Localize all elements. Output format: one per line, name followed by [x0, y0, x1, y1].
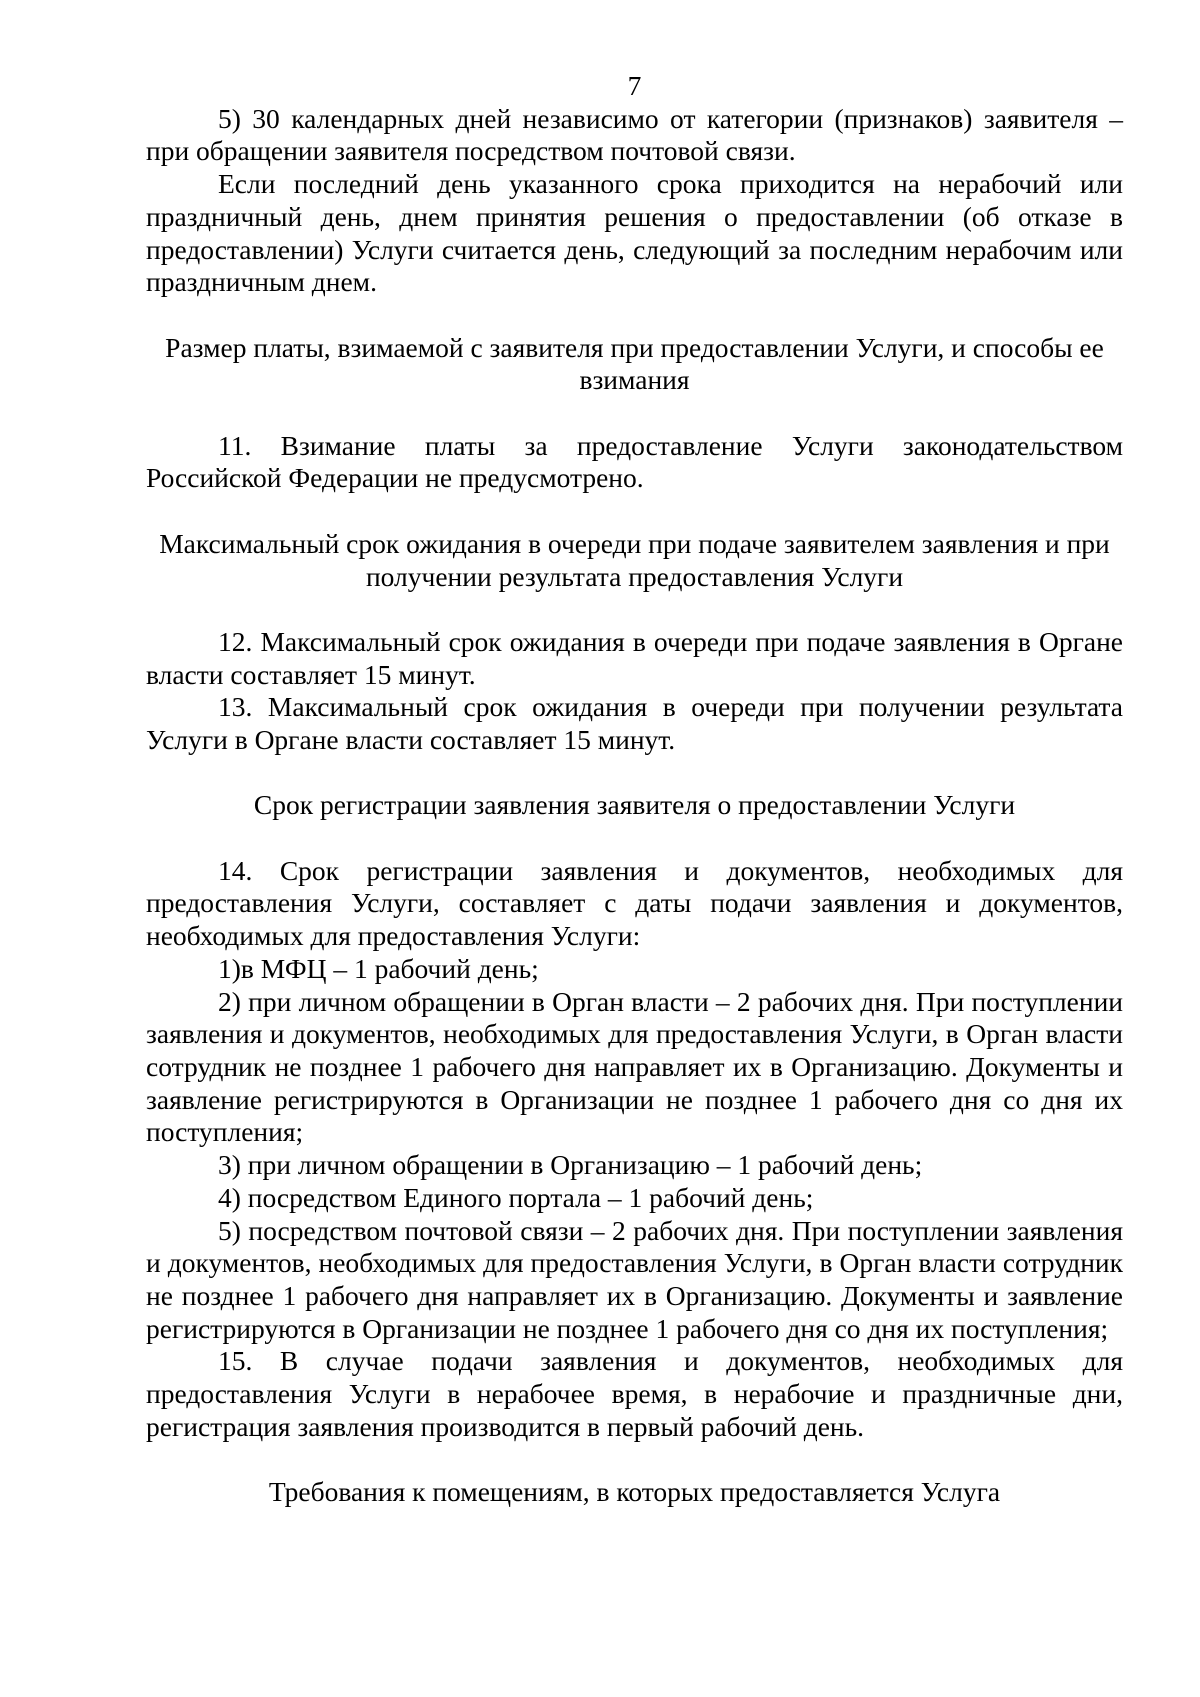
list-item-organization: 3) при личном обращении в Организацию – 1 рабочий день;	[218, 1149, 923, 1181]
paragraph-item-13: 13. Максимальный срок ожидания в очереди при получении результата Услуги в Органе власти составляет 15 минут.	[146, 691, 1123, 755]
paragraph-item-14: 14. Срок регистрации заявления и документов, необходимых для предоставления Услуги, составляет с даты подачи заявления и документов, необходимых для предоставления Услуги:	[146, 854, 1123, 952]
section-heading-premises: Требования к помещениям, в которых предоставляется Услуга	[268, 1476, 1001, 1508]
paragraph-item-12: 12. Максимальный срок ожидания в очереди при подаче заявления в Органе власти составляет 15 минут.	[146, 625, 1123, 690]
section-heading-fee: Размер платы, взимаемой с заявителя при предоставлении Услуги, и способы ее взимания	[165, 331, 1104, 396]
paragraph-postal-deadline: 5) 30 календарных дней независимо от категории (признаков) заявителя – при обращении заявителя посредством почтовой связи.	[146, 102, 1123, 167]
list-item-mfc: 1)в МФЦ – 1 рабочий день;	[218, 952, 539, 984]
list-item-post: 5) посредством почтовой связи – 2 рабочих дня. При поступлении заявления и документов, необходимых для предоставления Услуги, в Орган власти сотрудник не позднее 1 рабочего дня направляет их в Организацию. Документы и заявление регистрируются в Организации не позднее 1 рабочего дня со дня их поступления;	[146, 1214, 1123, 1344]
list-item-authority: 2) при личном обращении в Орган власти – 2 рабочих дня. При поступлении заявления и документов, необходимых для предоставления Услуги, в Орган власти сотрудник не позднее 1 рабочего дня направляет их в Организацию. Документы и заявление регистрируются в Организации не позднее 1 рабочего дня со дня их поступления;	[146, 985, 1123, 1148]
document-body	[146, 70, 1123, 1542]
paragraph-nonworking-day-rule: Если последний день указанного срока приходится на нерабочий или праздничный день, днем принятия решения о предоставлении (об отказе в предоставлении) Услуги считается день, следующий за последним нерабочим или праздничным днем.	[146, 168, 1123, 298]
page-number: 7	[627, 70, 642, 101]
paragraph-item-15: 15. В случае подачи заявления и документов, необходимых для предоставления Услуги в нерабочее время, в нерабочие и праздничные дни, регистрация заявления производится в первый рабочий день.	[146, 1345, 1123, 1442]
section-heading-registration-term: Срок регистрации заявления заявителя о предоставлении Услуги	[253, 789, 1016, 821]
list-item-portal: 4) посредством Единого портала – 1 рабочий день;	[218, 1181, 814, 1213]
paragraph-item-11: 11. Взимание платы за предоставление Услуги законодательством Российской Федерации не предусмотрено.	[146, 429, 1123, 494]
section-heading-queue-time: Максимальный срок ожидания в очереди при подаче заявителем заявления и при получении результата предоставления Услуги	[159, 527, 1110, 592]
